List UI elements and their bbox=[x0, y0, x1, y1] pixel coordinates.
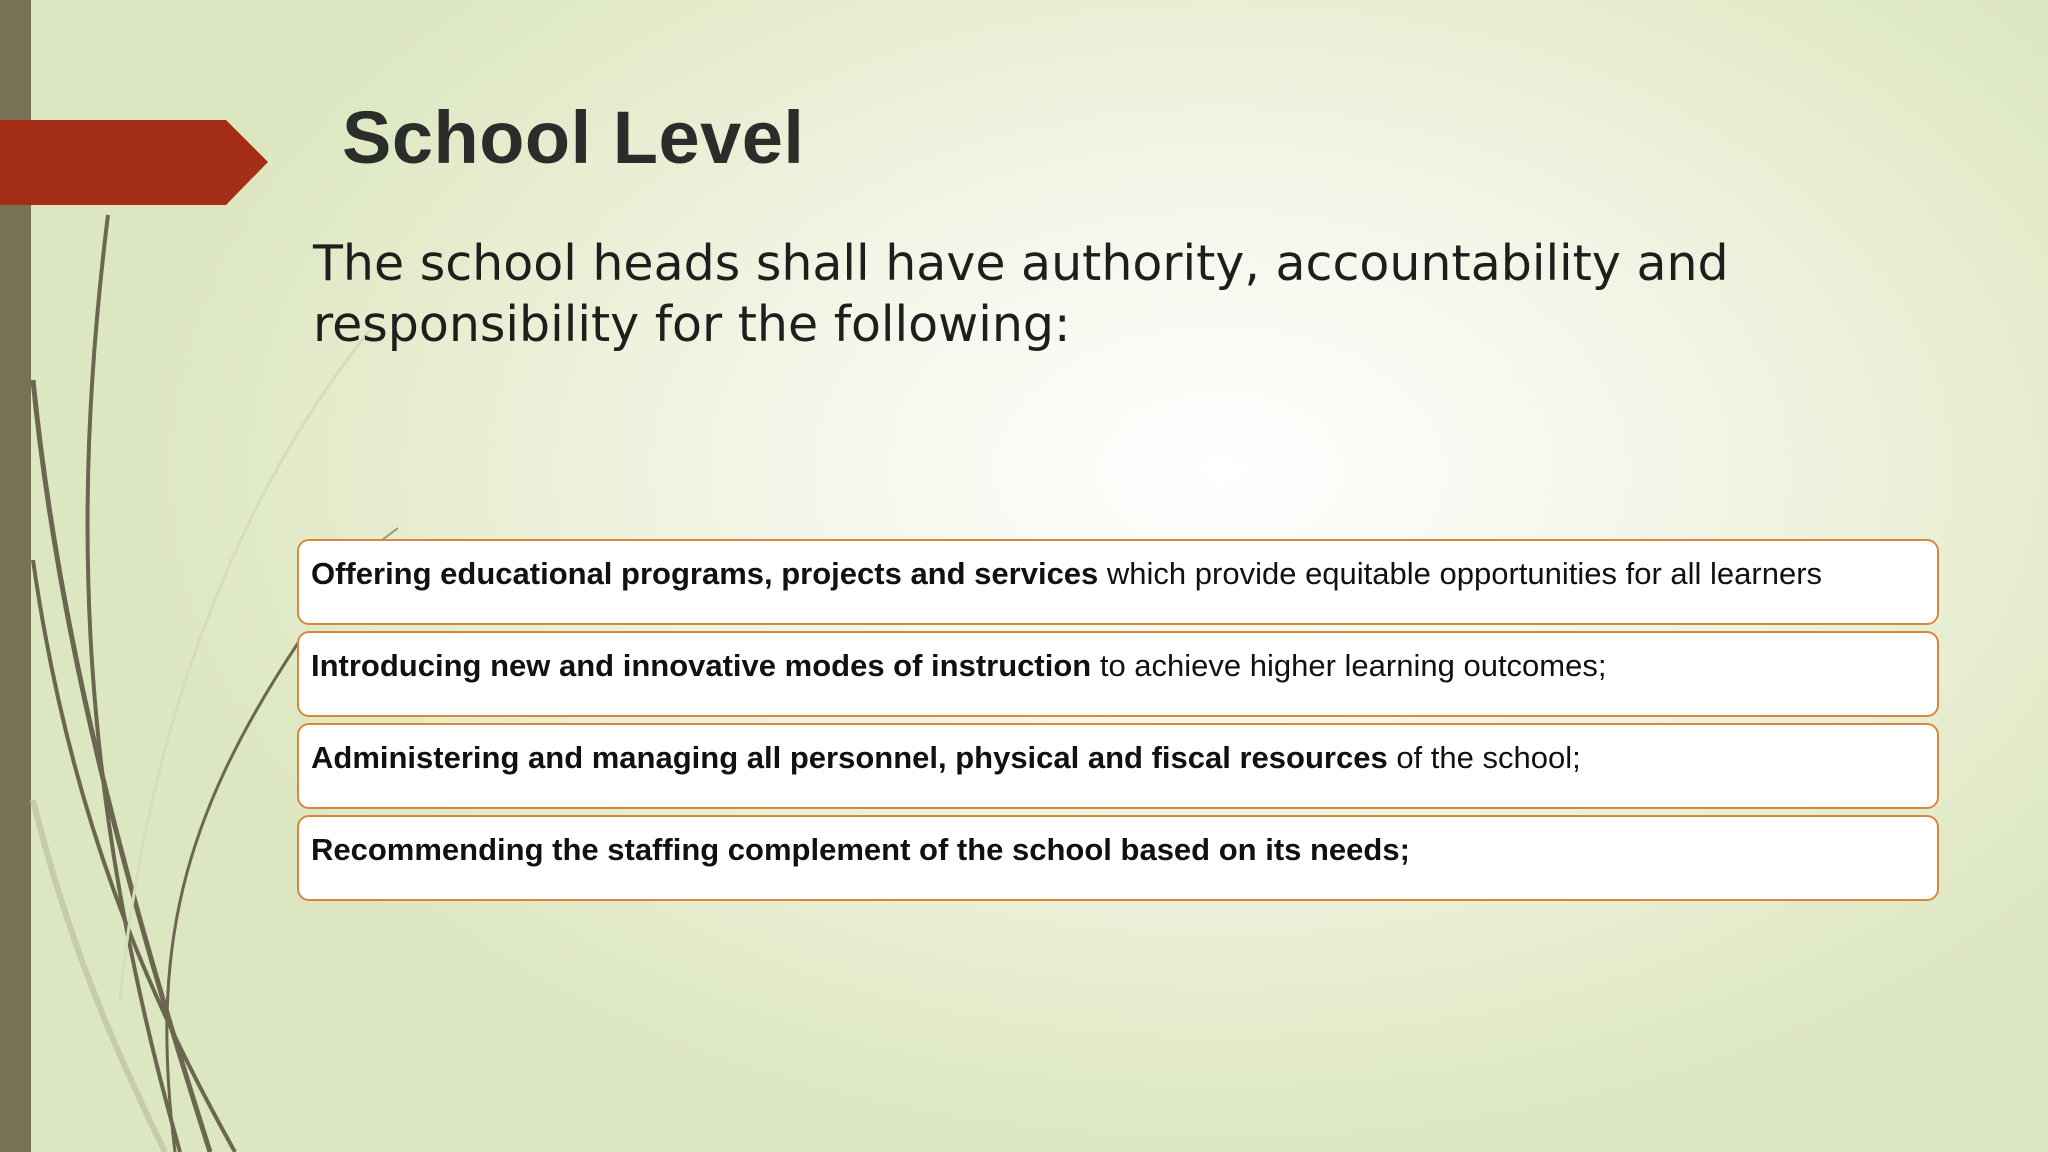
list-item bbox=[297, 539, 1939, 625]
list-item-bold-text: Offering educational programs, projects and services bbox=[311, 556, 1099, 591]
slide-intro-text: The school heads shall have authority, accountability and responsibility for the following: bbox=[313, 235, 1729, 353]
slide-title: School Level bbox=[342, 96, 805, 179]
responsibility-list bbox=[297, 539, 1939, 907]
list-item-bold-text: Administering and managing all personnel, physical and fiscal resources bbox=[311, 740, 1388, 775]
list-item bbox=[297, 723, 1939, 809]
list-item bbox=[297, 815, 1939, 901]
list-item bbox=[297, 631, 1939, 717]
list-item-bold-text: Recommending the staffing complement of the school based on its needs; bbox=[311, 832, 1410, 867]
list-item-bold-text: Introducing new and innovative modes of instruction bbox=[311, 648, 1092, 683]
list-item-text: to achieve higher learning outcomes; bbox=[1091, 648, 1607, 683]
title-marker-arrow bbox=[0, 120, 268, 205]
list-item-text: of the school; bbox=[1387, 740, 1581, 775]
list-item-text: which provide equitable opportunities for all learners bbox=[1098, 556, 1823, 591]
